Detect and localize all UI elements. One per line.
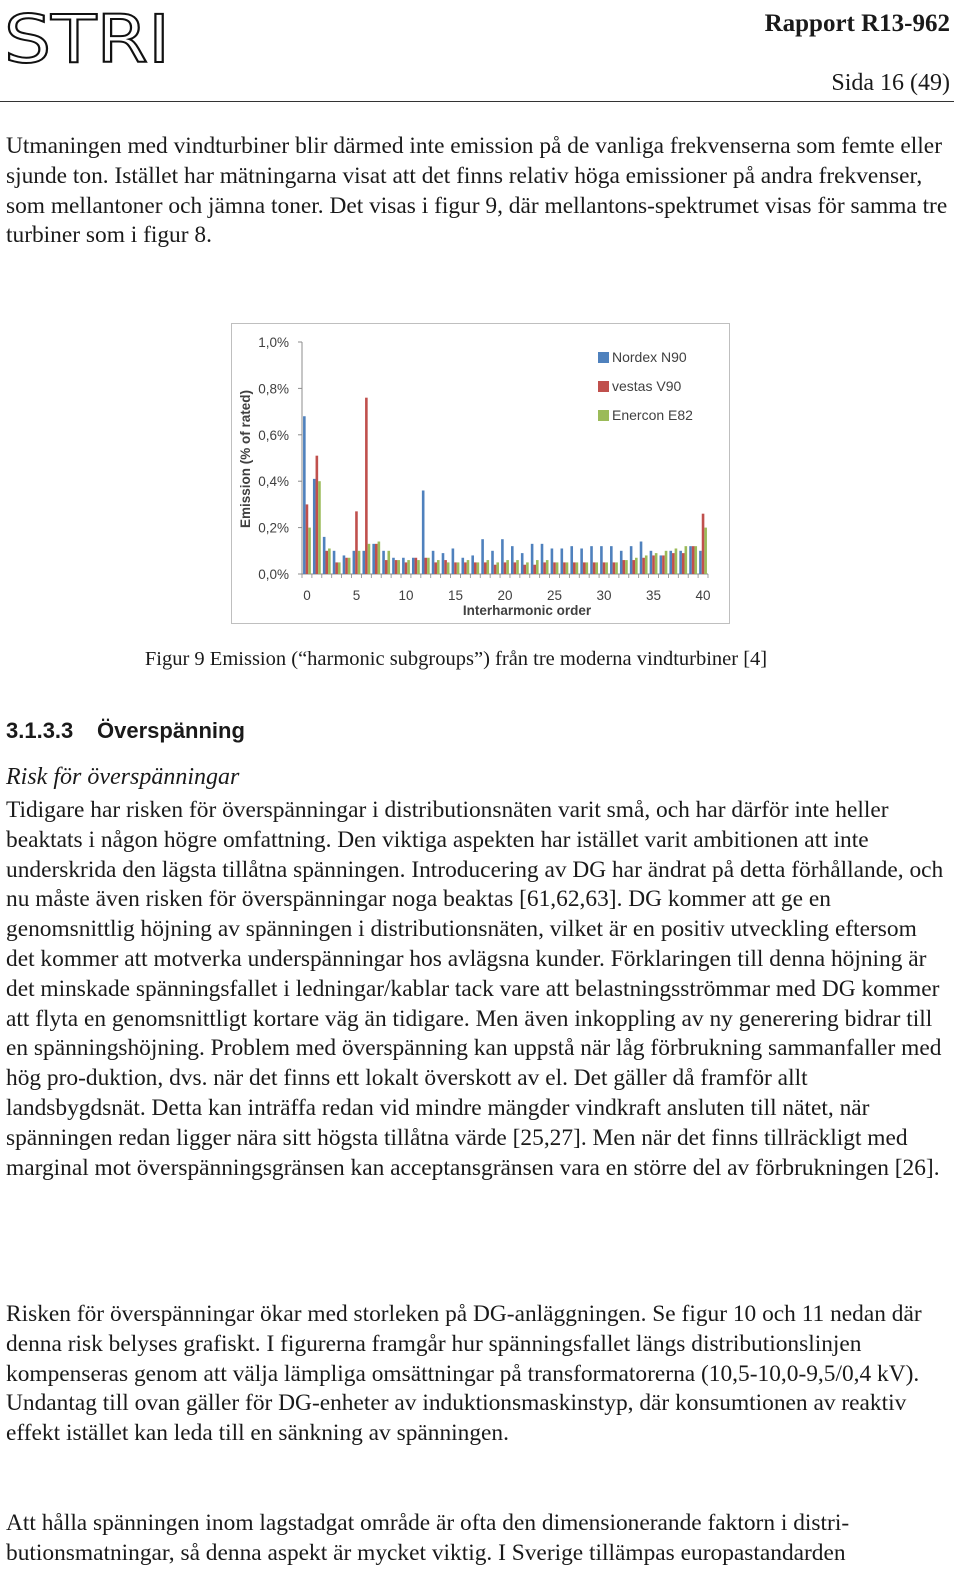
- bar: [424, 558, 427, 574]
- x-tick-label: 15: [447, 588, 464, 603]
- x-tick-label: 25: [546, 588, 563, 603]
- bar: [595, 562, 598, 574]
- subheading: Risk för överspänningar: [6, 764, 240, 790]
- bar: [328, 548, 331, 574]
- bar: [694, 546, 697, 574]
- legend-swatch: [598, 381, 609, 392]
- bar: [692, 546, 695, 574]
- bar: [526, 562, 529, 574]
- stri-logo: [4, 6, 174, 68]
- bar: [533, 565, 536, 574]
- bar: [521, 553, 524, 574]
- bar: [580, 548, 583, 574]
- bar: [553, 562, 556, 574]
- bar: [620, 551, 623, 574]
- bar: [395, 560, 398, 574]
- bar: [662, 555, 665, 574]
- bar: [477, 562, 480, 574]
- bar: [461, 558, 464, 574]
- bar: [536, 560, 539, 574]
- bar: [412, 558, 415, 574]
- bar: [570, 546, 573, 574]
- bar: [551, 548, 554, 574]
- bar: [471, 555, 474, 574]
- bar: [434, 562, 437, 574]
- bar: [652, 555, 655, 574]
- bar: [474, 562, 477, 574]
- bar: [655, 553, 658, 574]
- bar: [642, 558, 645, 574]
- bar: [640, 542, 643, 574]
- bar: [605, 562, 608, 574]
- bar: [484, 562, 487, 574]
- y-axis-label: Emission (% of rated): [238, 389, 253, 529]
- bar: [603, 562, 606, 574]
- y-tick-label: 0,2%: [258, 520, 289, 536]
- bar: [504, 562, 507, 574]
- bar: [444, 560, 447, 574]
- bar: [417, 560, 420, 574]
- legend-label: vestas V90: [612, 378, 682, 394]
- bar: [583, 562, 586, 574]
- bar: [506, 560, 509, 574]
- bar: [427, 558, 430, 574]
- bar: [303, 416, 306, 574]
- y-tick-label: 0,8%: [258, 381, 289, 397]
- bar: [630, 546, 633, 574]
- x-tick-label: 35: [646, 588, 662, 603]
- bar: [516, 560, 519, 574]
- bar: [308, 528, 311, 574]
- bar: [335, 562, 338, 574]
- bar: [543, 562, 546, 574]
- y-tick-label: 0,4%: [258, 474, 289, 490]
- bar: [467, 560, 470, 574]
- bar: [610, 546, 613, 574]
- bar: [368, 544, 371, 574]
- bar: [672, 553, 675, 574]
- bar: [494, 565, 497, 574]
- bar: [442, 553, 445, 574]
- bar: [372, 544, 375, 574]
- bar: [362, 551, 365, 574]
- bar: [573, 562, 576, 574]
- bar: [447, 562, 450, 574]
- bar: [556, 562, 559, 574]
- legend-label: Enercon E82: [612, 407, 693, 423]
- bar: [454, 562, 457, 574]
- bar: [464, 562, 467, 574]
- x-tick-label: 0: [303, 588, 311, 603]
- bar: [650, 551, 653, 574]
- body-paragraph: Att hålla spänningen inom lagstadgat område är ofta den dimensionerande faktorn i distri-butionsmatningar, så denna aspekt är mycket viktig. I Sverige tillämpas europastandarden: [6, 1510, 850, 1566]
- bar: [561, 548, 564, 574]
- bar: [481, 539, 484, 574]
- legend-label: Nordex N90: [612, 349, 687, 365]
- x-tick-label: 40: [695, 588, 711, 603]
- bar: [385, 560, 388, 574]
- x-tick-label: 5: [352, 588, 361, 603]
- bar: [316, 456, 319, 574]
- legend-swatch: [598, 352, 609, 363]
- bar: [600, 546, 603, 574]
- bar: [586, 562, 589, 574]
- bar: [432, 551, 435, 574]
- bar: [685, 546, 688, 574]
- bar: [496, 562, 499, 574]
- bar: [593, 562, 596, 574]
- body-paragraph: Tidigare har risken för överspänningar i distributionsnäten varit små, och har därför inte heller beaktats i någon högre omfattning. Den viktiga aspekten har istället varit ambitionen att inte underskrida den lägsta tillåtna spänningen. Introducering av DG har ändrat på detta förhållande, och nu måste även risken för överspänningar noga beaktas [61,62,63]. DG kommer att ge en genomsnittlig höjning av spänningen i distributionsnäten, vilket är en positiv utveckling eftersom det kommer att motverka underspänningar hos avlägsna kunder. Förklaringen till denna höjning är det minskade spänningsfallet i ledningar/kablar tack vare att belastningsströmmar med DG kommer att flyta en genomsnittligt kortare väg än tidigare. Men även inkoppling av ny generering bidrar till en spänningshöjning. Problem med överspänning kan uppstå när låg förbrukning sammanfaller med hög pro-duktion, dvs. när det finns ett lokalt överskott av el. Det gäller då framför allt landsbygdsnät. Detta kan inträffa redan vid mindre mängder vindkraft ansluten till nätet, när spänningen redan ligger nära sitt högsta tillåtna värde [25,27]. Men när det finns tillräckligt med marginal mot överspänningsgränsen kan acceptansgränsen vara en större del av förbrukningen [26].: [6, 797, 944, 1181]
- bar: [689, 546, 692, 574]
- x-tick-label: 30: [596, 588, 612, 603]
- y-tick-label: 0,0%: [258, 567, 289, 582]
- bar: [387, 551, 390, 574]
- legend-swatch: [598, 410, 609, 421]
- bar: [306, 504, 309, 574]
- bar: [563, 562, 566, 574]
- bar: [669, 551, 672, 574]
- section-number: 3.1.3.3: [6, 718, 74, 743]
- bar: [375, 544, 378, 574]
- bar: [491, 551, 494, 574]
- figure-9-chart: [231, 323, 730, 624]
- bar: [345, 558, 348, 574]
- section-heading: [6, 718, 245, 744]
- bar: [358, 551, 361, 574]
- bar: [487, 560, 490, 574]
- bar: [524, 565, 527, 574]
- x-tick-label: 20: [497, 588, 513, 603]
- bar: [452, 548, 455, 574]
- bar: [623, 560, 626, 574]
- bar: [511, 546, 514, 574]
- bar: [378, 542, 381, 574]
- bar: [402, 558, 405, 574]
- bar: [675, 548, 678, 574]
- body-paragraph: Risken för överspänningar ökar med storleken på DG-anläggningen. Se figur 10 och 11 nedan där denna risk belyses grafiskt. I figurerna framgår hur spänningsfallet längs distributionslinjen kompenseras genom att välja lämpliga omsättningar på transformatorerna (10,5-10,0-9,5/0,4 kV). Undantag till ovan gäller för DG-enheter av induktionsmaskinstyp, där konsumtionen av reaktiv effekt istället kan leda till en sänkning av spänningen.: [6, 1301, 922, 1447]
- bar: [645, 555, 648, 574]
- bar: [348, 558, 351, 574]
- bar: [457, 562, 460, 574]
- bar: [407, 560, 410, 574]
- bar: [318, 481, 321, 574]
- bar: [355, 511, 358, 574]
- bar: [392, 558, 395, 574]
- figure-caption: Figur 9 Emission (“harmonic subgroups”) från tre moderna vindturbiner [4]: [144, 648, 768, 670]
- bar: [635, 558, 638, 574]
- bar: [682, 553, 685, 574]
- section-title: Överspänning: [97, 718, 245, 743]
- bar: [422, 490, 425, 574]
- bar: [665, 551, 668, 574]
- bar: [333, 551, 336, 574]
- bar: [415, 558, 418, 574]
- bar: [397, 560, 400, 574]
- bar: [353, 551, 356, 574]
- bar: [338, 562, 341, 574]
- bar: [546, 560, 549, 574]
- bar: [590, 546, 593, 574]
- bar: [541, 544, 544, 574]
- bar: [566, 562, 569, 574]
- bar: [514, 562, 517, 574]
- bar: [323, 537, 326, 574]
- bar: [343, 555, 346, 574]
- header-rule: [0, 101, 954, 102]
- bar: [313, 479, 316, 574]
- y-tick-label: 0,6%: [258, 427, 289, 443]
- bar: [576, 562, 579, 574]
- bar: [501, 539, 504, 574]
- bar: [625, 560, 628, 574]
- bar: [437, 560, 440, 574]
- bar: [702, 514, 705, 574]
- bar: [704, 528, 707, 574]
- x-axis-label: Interharmonic order: [462, 603, 592, 618]
- chart-canvas: [232, 324, 729, 623]
- bar: [405, 562, 408, 574]
- bar: [615, 562, 618, 574]
- bar: [613, 562, 616, 574]
- bar: [325, 551, 328, 574]
- report-id: Rapport R13-962: [764, 10, 950, 37]
- bar: [531, 544, 534, 574]
- intro-paragraph: Utmaningen med vindturbiner blir därmed inte emission på de vanliga frekvenserna som femte eller sjunde ton. Istället har mätningarna visat att det finns relativ höga emissioner på andra frekvenser, som mellantoner och jämna toner. Det visas i figur 9, där mellantons-spektrumet visas för samma tre turbiner som i figur 8.: [6, 133, 948, 249]
- bar: [679, 551, 682, 574]
- bar: [699, 551, 702, 574]
- svg-text:STRI: STRI: [4, 6, 170, 68]
- bar: [382, 551, 385, 574]
- y-tick-label: 1,0%: [258, 335, 289, 350]
- bar: [632, 560, 635, 574]
- page-number: Sida 16 (49): [831, 70, 950, 96]
- x-tick-label: 10: [398, 588, 414, 603]
- bar: [365, 398, 368, 574]
- bar: [660, 555, 663, 574]
